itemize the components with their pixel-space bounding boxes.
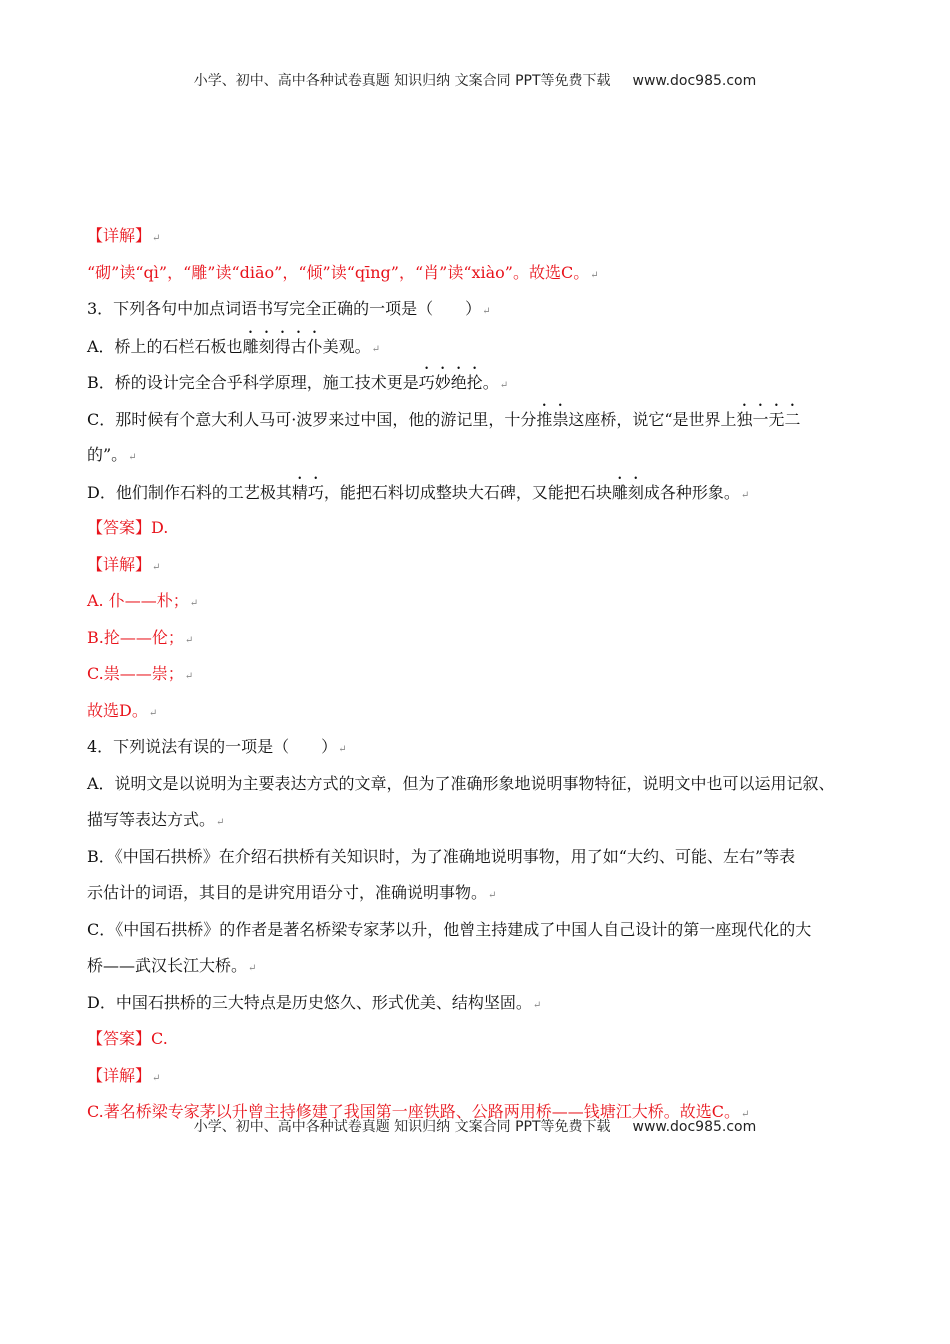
page-footer [0,1116,950,1136]
q4-option-c-cont: 桥——武汉长江大桥。↵ [87,956,257,975]
q3-d-dotted-word-2: 雕刻 [611,482,644,502]
q4-option-d: D．中国石拱桥的三大特点是历史悠久、形式优美、结构坚固。↵ [87,992,542,1012]
header-url[interactable]: www.doc985.com [632,73,757,89]
footer-url[interactable]: www.doc985.com [632,1119,757,1135]
q3-option-a: A．桥上的石栏石板也雕刻得古仆美观。↵ [87,336,380,356]
q3-stem: 3．下列各句中加点词语书写完全正确的一项是（ ）↵ [87,299,491,318]
q3-option-b: B．桥的设计完全合乎科学原理，施工技术更是巧妙绝抡。↵ [87,373,509,392]
q4-option-c: C．《中国石拱桥》的作者是著名桥梁专家茅以升，他曾主持建成了中国人自己设计的第一座现代化的大 [87,919,812,939]
q3-detail-line: 故选D。↵ [87,700,158,720]
header-text: 小学、初中、高中各种试卷真题 知识归纳 文案合同 PPT等免费下载 [193,73,611,89]
q4-option-a-cont: 描写等表达方式。↵ [87,810,225,829]
document-body [87,218,862,1131]
q3-detail-line: C.祟——崇；↵ [87,664,194,683]
q3-option-c: C．那时候有个意大利人马可·波罗来过中国，他的游记里，十分推祟这座桥，说它“是世界上独一无二 [87,409,801,429]
q2-detail-text: “砌”读“qì”，“雕”读“diāo”，“倾”读“qīng”，“肖”读“xiào”。故选C。↵ [87,262,599,282]
q4-answer: 【答案】C. [87,1029,168,1048]
q3-b-dotted-word: 巧妙绝抡 [418,373,483,392]
q4-detail-text: C.著名桥梁专家茅以升曾主持修建了我国第一座铁路、公路两用桥——钱塘江大桥。故选C。↵ [87,1102,750,1121]
q4-option-b-cont: 示估计的词语，其目的是讲究用语分寸，准确说明事物。↵ [87,883,497,902]
q3-d-dotted-word-1: 精巧 [291,482,324,502]
q4-option-b: B．《中国石拱桥》在介绍石拱桥有关知识时，为了准确地说明事物，用了如“大约、可能、左右”等表 [87,846,796,866]
page-header [0,70,950,90]
q3-option-c-cont: 的”。↵ [87,445,137,464]
q4-stem: 4．下列说法有误的一项是（ ）↵ [87,737,347,756]
q3-detail-line: B.抡——伦；↵ [87,627,194,647]
footer-text: 小学、初中、高中各种试卷真题 知识归纳 文案合同 PPT等免费下载 [193,1119,611,1135]
q3-c-dotted-word-2: 独一无二 [736,409,801,429]
q3-detail-label: 【详解】↵ [87,554,161,574]
q3-detail-line: A. 仆——朴；↵ [87,591,199,610]
q4-detail-label: 【详解】↵ [87,1065,161,1085]
q4-option-a: A．说明文是以说明为主要表达方式的文章，但为了准确形象地说明事物特征，说明文中也可以运用记叙、 [87,773,835,793]
q3-option-d: D．他们制作石料的工艺极其精巧，能把石料切成整块大石碑，又能把石块雕刻成各种形象。↵ [87,482,750,502]
q2-detail-label-line: 【详解】↵ [87,226,161,245]
q3-a-dotted-word: 雕刻得古仆 [242,336,323,356]
q3-c-dotted-word-1: 推祟 [536,409,569,429]
q3-answer: 【答案】D. [87,518,169,537]
